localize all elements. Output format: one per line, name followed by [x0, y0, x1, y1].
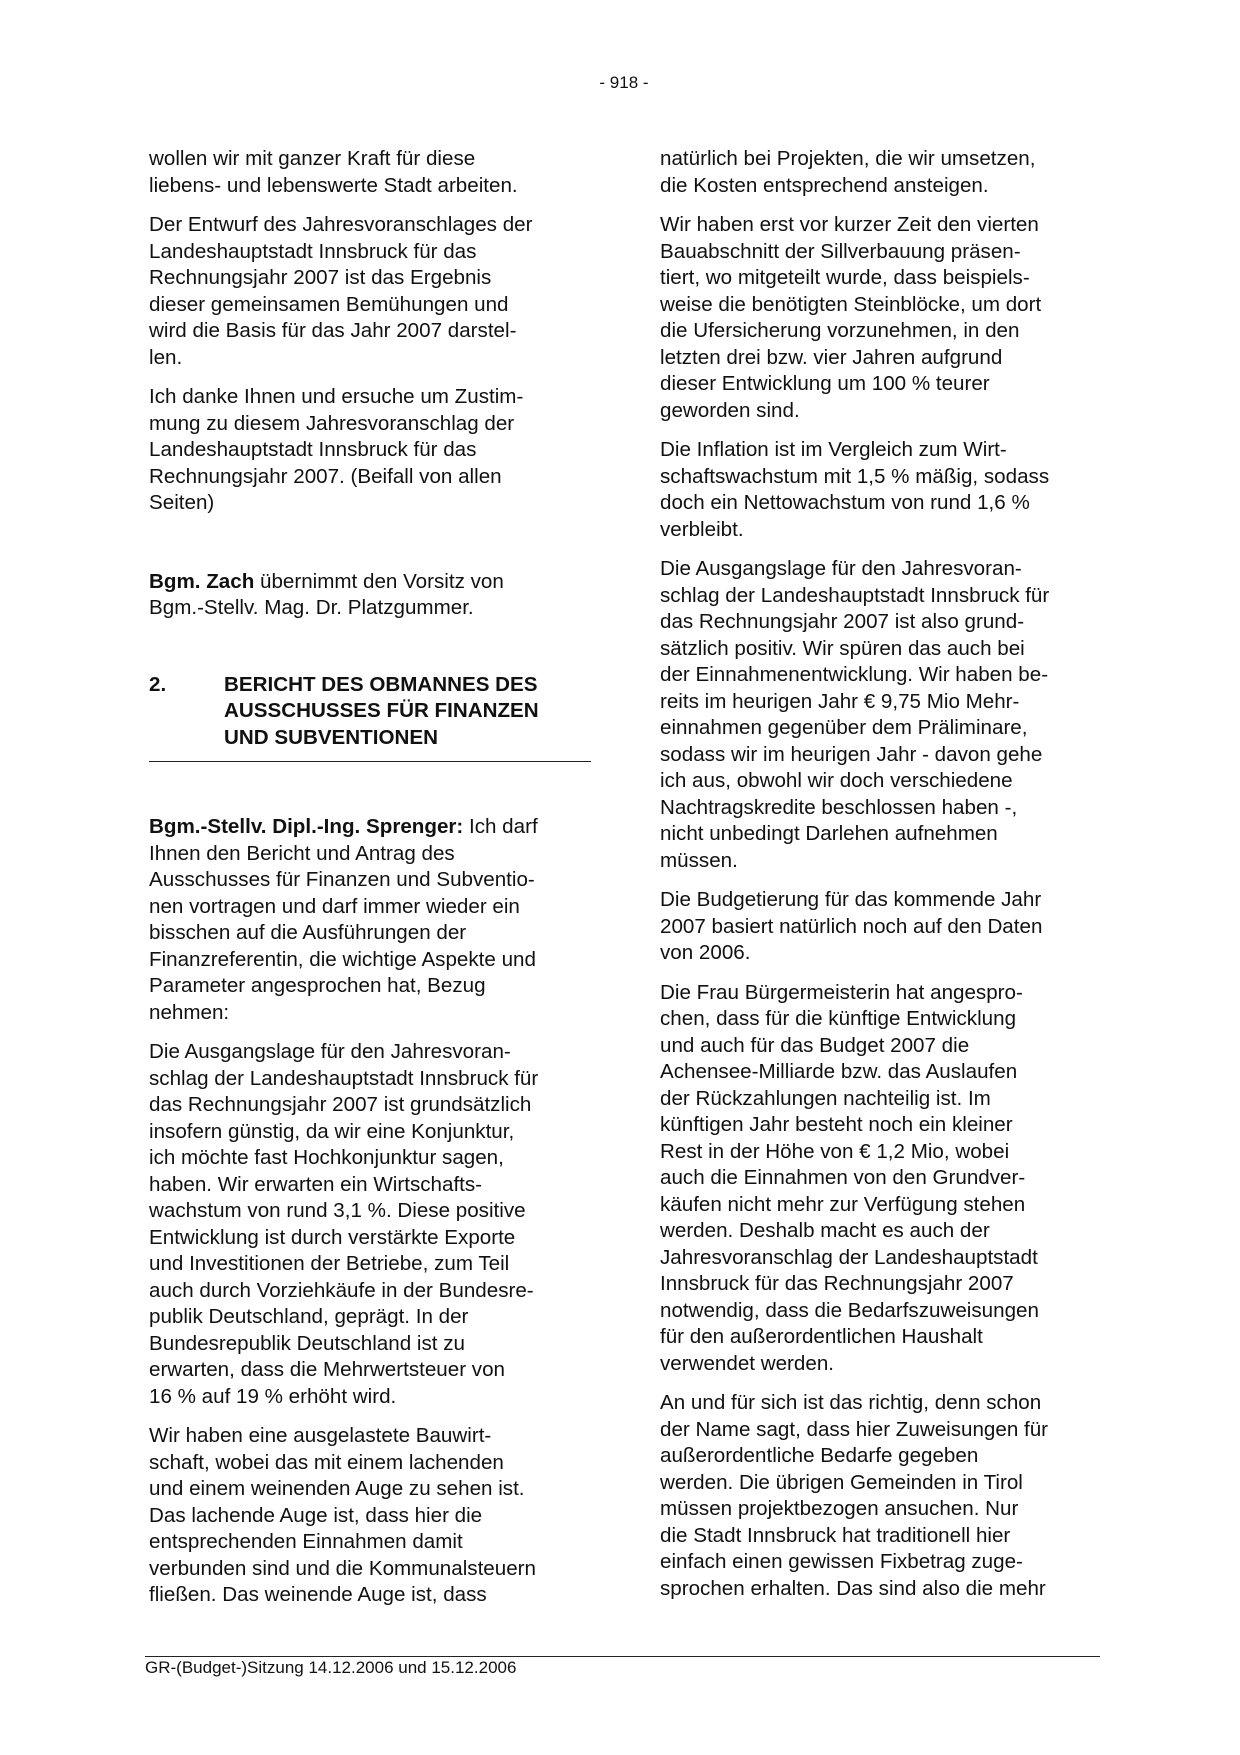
text-line: Finanzreferentin, die wichtige Aspekte und — [149, 947, 536, 971]
text-line: von 2006. — [660, 941, 751, 964]
text-line: Ausschusses für Finanzen und Subventio- — [149, 868, 535, 891]
text-line: ich aus, obwohl wir doch verschiedene — [660, 769, 1013, 792]
text-line: Wir haben erst vor kurzer Zeit den vierten — [660, 213, 1039, 236]
paragraph — [149, 146, 594, 199]
speaker-name: Bgm. Zach — [149, 569, 255, 593]
text-line: Wir haben eine ausgelastete Bauwirt- — [149, 1424, 492, 1447]
text-line: verbunden sind und die Kommunalsteuern — [149, 1556, 536, 1580]
text-line: Bauabschnitt der Sillverbauung präsen- — [660, 239, 1021, 263]
text-line: An und für sich ist das richtig, denn schon — [660, 1391, 1042, 1414]
text-line: sätzlich positiv. Wir spüren das auch bei — [660, 636, 1025, 660]
text-line: weise die benötigten Steinblöcke, um dort — [660, 292, 1042, 316]
text-line: außerordentliche Bedarfe gegeben — [660, 1444, 979, 1467]
paragraph — [149, 212, 594, 371]
text-line: Ihnen den Bericht und Antrag des — [149, 841, 455, 865]
speaker-name: Bgm.-Stellv. Dipl.-Ing. Sprenger: — [149, 815, 464, 838]
text-line: geworden sind. — [660, 398, 800, 422]
text-line: 16 % auf 19 % erhöht wird. — [149, 1384, 397, 1408]
left-column — [149, 146, 594, 1622]
paragraph — [660, 437, 1110, 543]
speech-paragraph: Bgm.-Stellv. Dipl.-Ing. Sprenger: Ich darf Ihnen den Bericht und Antrag des Ausschusses für Finanzen und Subventio- nen vortragen und darf immer wieder ein bisschen auf die Ausführungen der Finanzreferentin, die wichtige Aspekte und Parameter angesprochen hat, Bezug nehmen: — [149, 814, 594, 1026]
paragraph — [149, 1039, 594, 1410]
text-line: der Name sagt, dass hier Zuweisungen für — [660, 1417, 1049, 1441]
text-line: Rest in der Höhe von € 1,2 Mio, wobei — [660, 1139, 1010, 1163]
text-line: UND SUBVENTIONEN — [224, 725, 438, 749]
text-line: dieser gemeinsamen Bemühungen und — [149, 292, 509, 316]
paragraph — [660, 1390, 1110, 1602]
text-line: dieser Entwicklung um 100 % teurer — [660, 372, 990, 395]
text-line: einfach einen gewissen Fixbetrag zuge- — [660, 1550, 1023, 1573]
text-line: nen vortragen und darf immer wieder ein — [149, 894, 520, 918]
text-line: die Ufersicherung vorzunehmen, in den — [660, 319, 1020, 342]
page-number: - 918 - — [599, 73, 649, 92]
text-line: auch durch Vorziehkäufe in der Bundesre- — [149, 1278, 534, 1302]
text-line: sprochen erhalten. Das sind also die mehr — [660, 1576, 1046, 1600]
text-line: der Einnahmenentwicklung. Wir haben be- — [660, 663, 1049, 686]
text-line: wird die Basis für das Jahr 2007 darstel- — [149, 319, 517, 342]
text-line: werden. Die übrigen Gemeinden in Tirol — [660, 1470, 1023, 1494]
paragraph — [149, 384, 594, 517]
text-line: und einem weinenden Auge zu sehen ist. — [149, 1477, 525, 1500]
text-line: tiert, wo mitgeteilt wurde, dass beispiels- — [660, 266, 1030, 289]
text-line: Ich danke Ihnen und ersuche um Zustim- — [149, 385, 524, 408]
text-line: müssen. — [660, 848, 738, 872]
paragraph — [149, 1423, 594, 1609]
text-line: notwendig, dass die Bedarfszuweisungen — [660, 1298, 1039, 1322]
text-line: letzten drei bzw. vier Jahren aufgrund — [660, 345, 1003, 369]
text-line: nehmen: — [149, 1000, 230, 1024]
text-line: natürlich bei Projekten, die wir umsetzen, — [660, 147, 1036, 170]
text-line: Der Entwurf des Jahresvoranschlages der — [149, 213, 533, 236]
chair-change-paragraph: Bgm. Zach übernimmt den Vorsitz von Bgm.-Stellv. Mag. Dr. Platzgummer. — [149, 569, 594, 622]
text-line: insofern günstig, da wir eine Konjunktur, — [149, 1119, 515, 1143]
text-line: mung zu diesem Jahresvoranschlag der — [149, 411, 515, 435]
text-line: AUSSCHUSSES FÜR FINANZEN — [224, 699, 539, 722]
text-line: Landeshauptstadt Innsbruck für das — [149, 438, 477, 461]
text-line: liebens- und lebenswerte Stadt arbeiten. — [149, 173, 518, 197]
paragraph — [660, 212, 1110, 424]
text-line: für den außerordentlichen Haushalt — [660, 1325, 983, 1348]
text-line: und auch für das Budget 2007 die — [660, 1033, 970, 1057]
text-line: chen, dass für die künftige Entwicklung — [660, 1007, 1017, 1030]
text-line: ich möchte fast Hochkonjunktur sagen, — [149, 1146, 504, 1169]
text-line: Entwicklung ist durch verstärkte Exporte — [149, 1225, 516, 1249]
text-line: schaftswachstum mit 1,5 % mäßig, sodass — [660, 464, 1050, 488]
text-line: wollen wir mit ganzer Kraft für diese — [149, 147, 476, 170]
text-line: das Rechnungsjahr 2007 ist also grund- — [660, 610, 1025, 633]
text-line: werden. Deshalb macht es auch der — [660, 1219, 990, 1242]
text-line: schlag der Landeshauptstadt Innsbruck für — [149, 1066, 539, 1090]
text-line: doch ein Nettowachstum von rund 1,6 % — [660, 491, 1030, 514]
text-line: wachstum von rund 3,1 %. Diese positive — [149, 1199, 526, 1222]
text-line: Die Ausgangslage für den Jahresvoran- — [660, 557, 1022, 580]
text-line: fließen. Das weinende Auge ist, dass — [149, 1583, 487, 1606]
text-line: reits im heurigen Jahr € 9,75 Mio Mehr- — [660, 689, 1020, 713]
text-line: Nachtragskredite beschlossen haben -, — [660, 795, 1018, 819]
text-line: käufen nicht mehr zur Verfügung stehen — [660, 1192, 1026, 1216]
paragraph — [660, 980, 1110, 1378]
text-line: Seiten) — [149, 491, 215, 514]
footer-rule — [145, 1656, 1100, 1657]
paragraph — [660, 556, 1110, 874]
text-line: Rechnungsjahr 2007. (Beifall von allen — [149, 464, 502, 488]
text-line: nicht unbedingt Darlehen aufnehmen — [660, 822, 998, 845]
text-line: Bundesrepublik Deutschland ist zu — [149, 1331, 465, 1355]
text-line: schlag der Landeshauptstadt Innsbruck für — [660, 583, 1050, 607]
text-line: BERICHT DES OBMANNES DES — [224, 672, 538, 696]
paragraph — [660, 887, 1110, 967]
text-line: haben. Wir erwarten ein Wirtschafts- — [149, 1172, 483, 1196]
text-line: len. — [149, 345, 183, 369]
text-line: erwarten, dass die Mehrwertsteuer von — [149, 1358, 505, 1381]
text-line: Die Ausgangslage für den Jahresvoran- — [149, 1040, 511, 1063]
text-line: publik Deutschland, geprägt. In der — [149, 1305, 469, 1328]
text-line: einnahmen gegenüber dem Präliminare, — [660, 716, 1028, 739]
text-line: entsprechenden Einnahmen damit — [149, 1530, 463, 1553]
text-line: bisschen auf die Ausführungen der — [149, 921, 467, 944]
section-number: 2. — [149, 672, 167, 696]
text-line: Landeshauptstadt Innsbruck für das — [149, 239, 477, 263]
text-line: schaft, wobei das mit einem lachenden — [149, 1450, 504, 1474]
text-line: künftigen Jahr besteht noch ein kleiner — [660, 1113, 1013, 1136]
text-line: die Kosten entsprechend ansteigen. — [660, 173, 989, 197]
text-line: sodass wir im heurigen Jahr - davon gehe — [660, 742, 1043, 766]
text-line: Achensee-Milliarde bzw. das Auslaufen — [660, 1060, 1018, 1083]
text-line: müssen projektbezogen ansuchen. Nur — [660, 1497, 1019, 1520]
text-line: Das lachende Auge ist, dass hier die — [149, 1503, 483, 1527]
section-heading — [149, 672, 594, 752]
right-column — [660, 146, 1110, 1615]
heading-underline — [149, 761, 591, 762]
text-line: die Stadt Innsbruck hat traditionell hier — [660, 1523, 1011, 1547]
text-line: auch die Einnahmen von den Grundver- — [660, 1166, 1026, 1189]
text-line: Parameter angesprochen hat, Bezug — [149, 974, 486, 997]
text-line: und Investitionen der Betriebe, zum Teil — [149, 1252, 510, 1275]
text-line: Die Frau Bürgermeisterin hat angespro- — [660, 980, 1023, 1004]
text-line: Bgm.-Stellv. Mag. Dr. Platzgummer. — [149, 596, 474, 619]
paragraph — [660, 146, 1110, 199]
text-line: das Rechnungsjahr 2007 ist grundsätzlich — [149, 1093, 532, 1116]
text-line: Rechnungsjahr 2007 ist das Ergebnis — [149, 266, 492, 289]
text-line: Die Inflation ist im Vergleich zum Wirt- — [660, 438, 1007, 461]
text-line: verwendet werden. — [660, 1351, 835, 1375]
section-title — [224, 672, 539, 752]
text-line: 2007 basiert natürlich noch auf den Daten — [660, 914, 1043, 938]
text-line: Innsbruck für das Rechnungsjahr 2007 — [660, 1272, 1014, 1295]
text-line: Die Budgetierung für das kommende Jahr — [660, 888, 1042, 911]
text-line: verbleibt. — [660, 517, 744, 541]
text-line: Jahresvoranschlag der Landeshauptstadt — [660, 1245, 1038, 1269]
footer-text: GR-(Budget-)Sitzung 14.12.2006 und 15.12.2006 — [145, 1658, 517, 1677]
text-line: der Rückzahlungen nachteilig ist. Im — [660, 1086, 991, 1110]
